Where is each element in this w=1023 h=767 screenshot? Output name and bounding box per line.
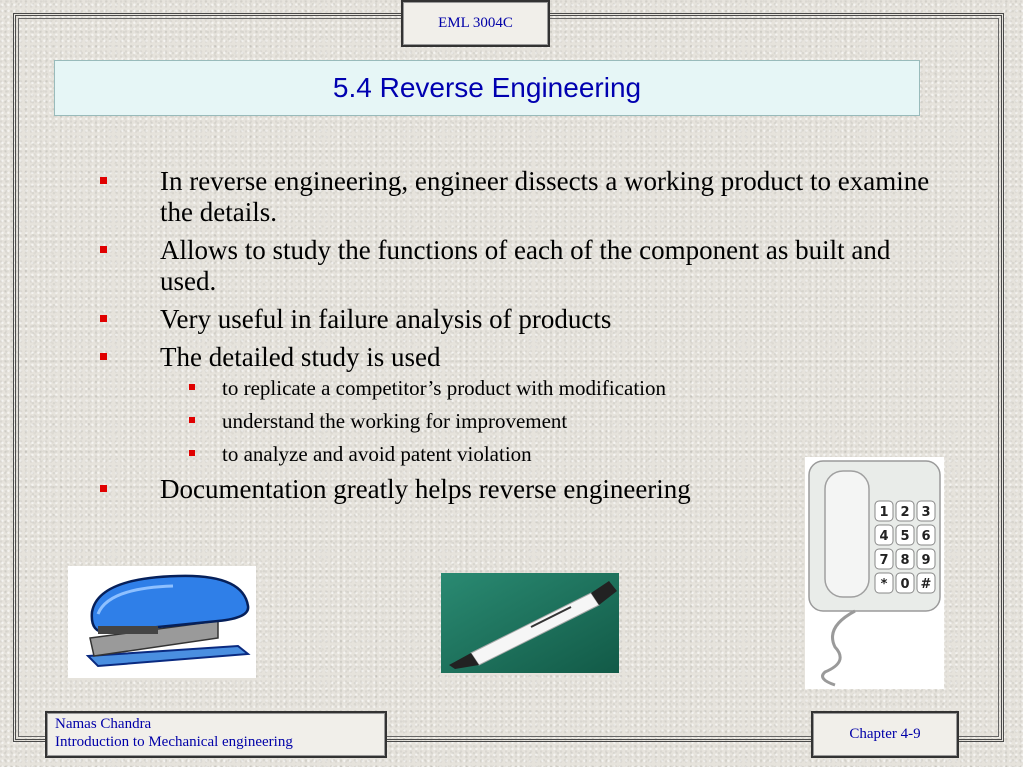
- sub-bullet-text: to replicate a competitor’s product with modification: [222, 376, 666, 400]
- sub-bullet-marker: [189, 384, 195, 390]
- bullet-text: The detailed study is used: [160, 342, 441, 372]
- phone-key-label: 2: [900, 505, 910, 520]
- bullet-marker: [100, 246, 107, 253]
- phone-key-label: 8: [900, 553, 910, 568]
- slide-title: 5.4 Reverse Engineering: [332, 72, 642, 103]
- bullet-marker: [100, 485, 107, 492]
- course-code: EML 3004C: [438, 15, 513, 31]
- phone-key-label: 6: [921, 529, 931, 544]
- phone-key-label: 4: [879, 529, 889, 544]
- phone-key-label: 3: [921, 505, 931, 520]
- phone-key-label: 0: [900, 577, 910, 592]
- phone-key-label: 5: [900, 529, 910, 544]
- sub-bullet-marker: [189, 417, 195, 423]
- bullet-text: Documentation greatly helps reverse engineering: [160, 474, 691, 504]
- phone-key-label: 7: [879, 553, 889, 568]
- title-bar: [54, 60, 920, 116]
- phone-key-label: 9: [921, 553, 931, 568]
- stapler-image: [68, 566, 256, 678]
- sub-bullet-item: [98, 375, 938, 401]
- footer-course: Introduction to Mechanical engineering: [55, 734, 293, 750]
- bullet-item: [98, 166, 938, 228]
- sub-bullet-text: to analyze and avoid patent violation: [222, 442, 532, 466]
- phone-key-label: *: [880, 577, 888, 592]
- footer-author: Namas Chandra: [55, 716, 152, 732]
- phone-key-label: #: [920, 577, 932, 592]
- bullet-text: Allows to study the functions of each of the component as built and used.: [160, 235, 891, 296]
- bullet-item: [98, 342, 938, 373]
- bullet-marker: [100, 315, 107, 322]
- phone-key-label: 1: [879, 505, 889, 520]
- pen-image: [441, 573, 619, 673]
- footer-page-box: [811, 711, 959, 758]
- bullet-item: [98, 235, 938, 297]
- telephone-image: [805, 457, 944, 689]
- sub-bullet-marker: [189, 450, 195, 456]
- sub-bullet-text: understand the working for improvement: [222, 409, 568, 433]
- sub-bullet-item: [98, 408, 938, 434]
- course-code-box: [401, 0, 550, 47]
- bullet-marker: [100, 177, 107, 184]
- footer-page: Chapter 4-9: [849, 726, 921, 742]
- bullet-item: [98, 304, 938, 335]
- bullet-text: In reverse engineering, engineer dissects a working product to examine the details.: [160, 166, 930, 227]
- bullet-marker: [100, 353, 107, 360]
- footer-author-box: [45, 711, 387, 758]
- bullet-text: Very useful in failure analysis of products: [160, 304, 612, 334]
